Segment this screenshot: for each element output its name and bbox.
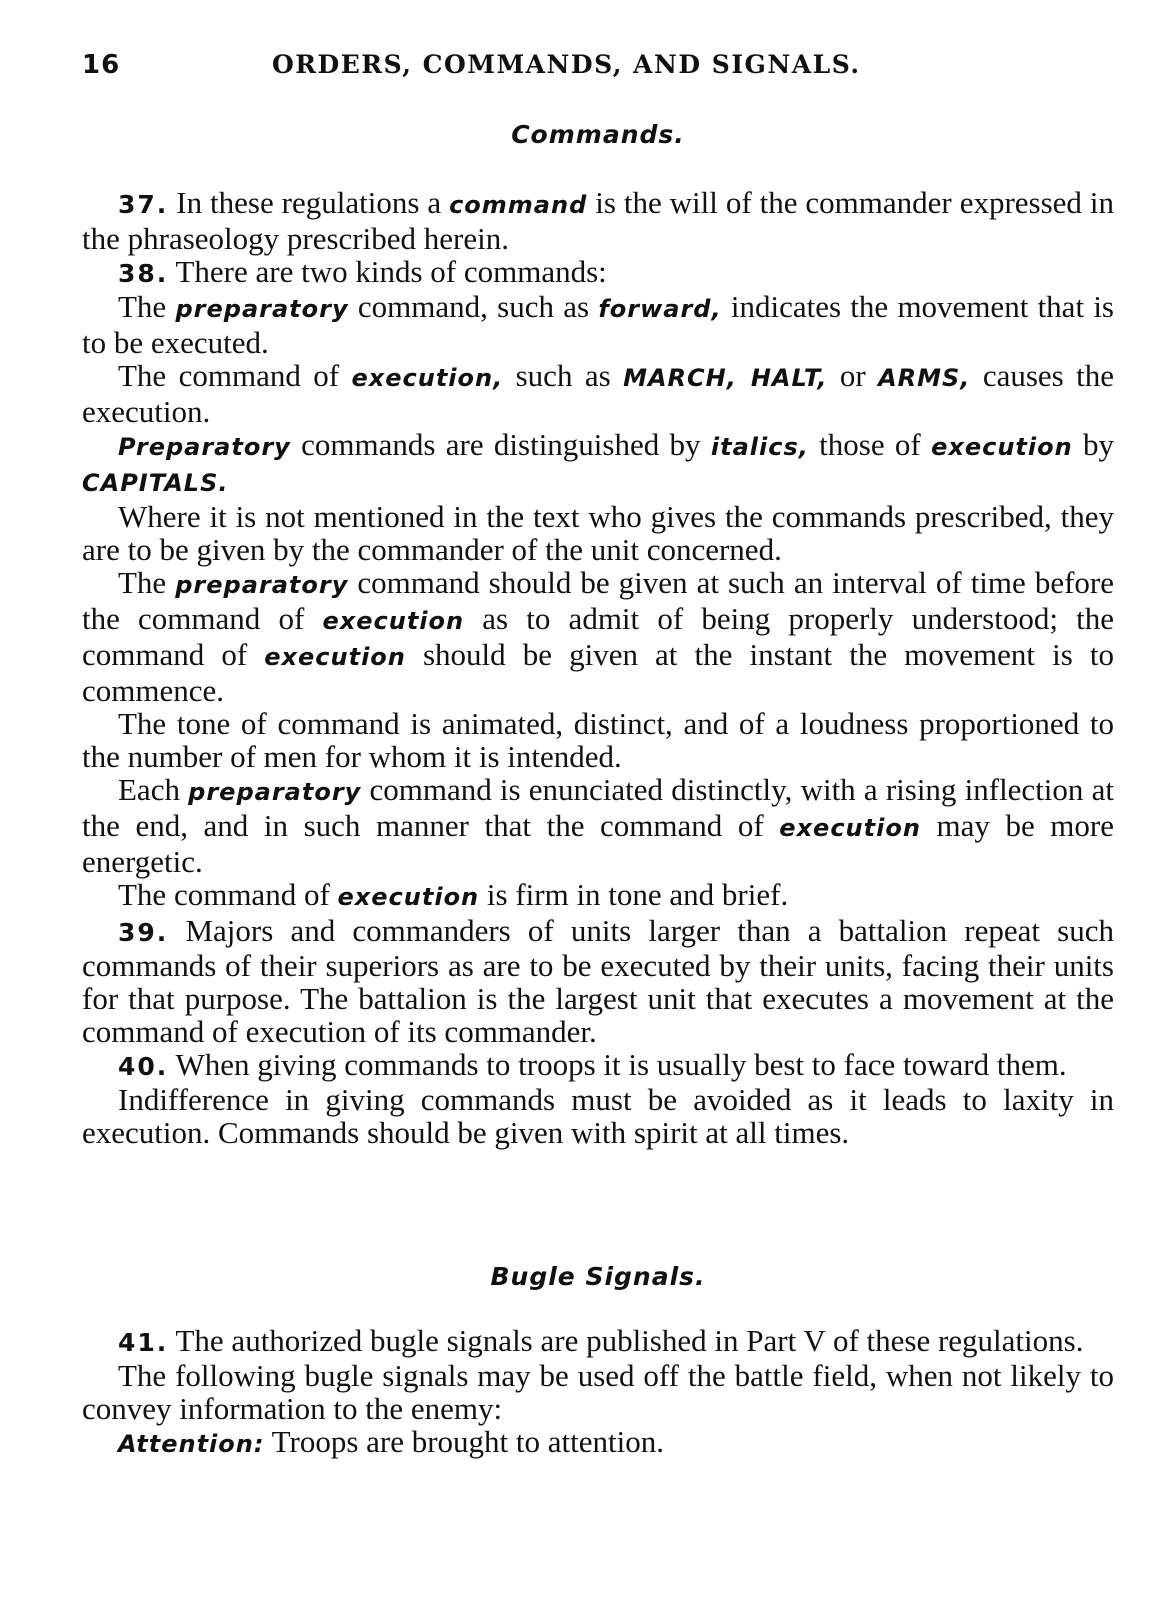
page-number: 16 — [82, 50, 121, 80]
emphasized-term: Preparatory — [118, 433, 291, 461]
emphasized-term: CAPITALS. — [82, 469, 229, 497]
emphasized-term: ARMS, — [878, 364, 971, 392]
paragraph-38-firm: The command of execution is firm in tone and brief. — [118, 877, 789, 912]
emphasized-term: execution — [931, 433, 1073, 461]
section-heading-bugle-signals: Bugle Signals. — [490, 1262, 706, 1291]
paragraph-37: 37. In these regulations a command is the will of the commander expressed in the phraseology prescribed herein. — [82, 185, 1114, 256]
paragraph-38-execution: The command of execution, such as MARCH, HALT, or ARMS, causes the execution. — [82, 358, 1114, 429]
paragraph-40: 40. When giving commands to troops it is usually best to face toward them. — [118, 1047, 1067, 1082]
bugle-section-body — [82, 1324, 1114, 1461]
emphasized-term: forward, — [598, 295, 722, 323]
paragraph-41: 41. The authorized bugle signals are published in Part V of these regulations. — [118, 1323, 1084, 1358]
paragraph-38-who-gives: Where it is not mentioned in the text who gives the commands prescribed, they are to be given by the commander of the unit concerned. — [82, 499, 1114, 567]
paragraph-38-preparatory: The preparatory command, such as forward, indicates the movement that is to be executed. — [82, 289, 1115, 360]
paragraph-38-timing: The preparatory command should be given at such an interval of time before the command of execution as to admit of being properly understood; the command of execution should be given at the instant the movement is to commence. — [82, 565, 1114, 708]
paragraph-40-indifference: Indifference in giving commands must be avoided as it leads to laxity in execution. Commands should be given with spirit at all times. — [82, 1082, 1114, 1150]
paragraph-38-typography: Preparatory commands are distinguished by italics, those of execution by CAPITALS. — [82, 427, 1114, 497]
emphasized-term: Attention: — [118, 1430, 265, 1458]
emphasized-term: execution, — [351, 364, 504, 392]
paragraph-41-following: The following bugle signals may be used off the battle field, when not likely to convey information to the enemy: — [82, 1358, 1114, 1426]
emphasized-term: execution — [264, 643, 406, 671]
emphasized-term: preparatory — [188, 778, 362, 806]
emphasized-term: execution — [779, 814, 921, 842]
paragraph-number: 38. — [118, 259, 169, 288]
paragraph-38-enunciation: Each preparatory command is enunciated distinctly, with a rising inflection at the end, and in such manner that the command of execution may be more energetic. — [82, 772, 1114, 879]
paragraph-number: 37. — [118, 190, 169, 219]
paragraph-number: 40. — [118, 1052, 169, 1081]
emphasized-term: execution — [337, 883, 480, 911]
emphasized-term: italics, — [710, 433, 809, 461]
page-header — [82, 50, 1114, 90]
emphasized-term: command — [449, 191, 588, 219]
commands-section-body — [82, 186, 1114, 1149]
paragraph-41-attention: Attention: Troops are brought to attention. — [118, 1424, 664, 1459]
paragraph-38-tone: The tone of command is animated, distinct, and of a loudness proportioned to the number of men for whom it is intended. — [82, 706, 1114, 774]
emphasized-term: preparatory — [175, 295, 349, 323]
section-heading-commands: Commands. — [511, 120, 685, 149]
running-title: ORDERS, COMMANDS, AND SIGNALS. — [272, 50, 861, 79]
paragraph-39: 39. Majors and commanders of units larger than a battalion repeat such commands of their superiors as are to be executed by their units, facing their units for that purpose. The battalion is the largest unit that executes a movement at the command of execution of its commander. — [82, 913, 1114, 1049]
paragraph-38: 38. There are two kinds of commands: — [118, 254, 607, 289]
paragraph-number: 41. — [118, 1328, 169, 1357]
emphasized-term: execution — [322, 607, 465, 635]
book-page — [82, 0, 1114, 1599]
emphasized-term: MARCH, HALT, — [623, 364, 828, 392]
emphasized-term: preparatory — [175, 571, 349, 599]
paragraph-number: 39. — [118, 918, 169, 947]
